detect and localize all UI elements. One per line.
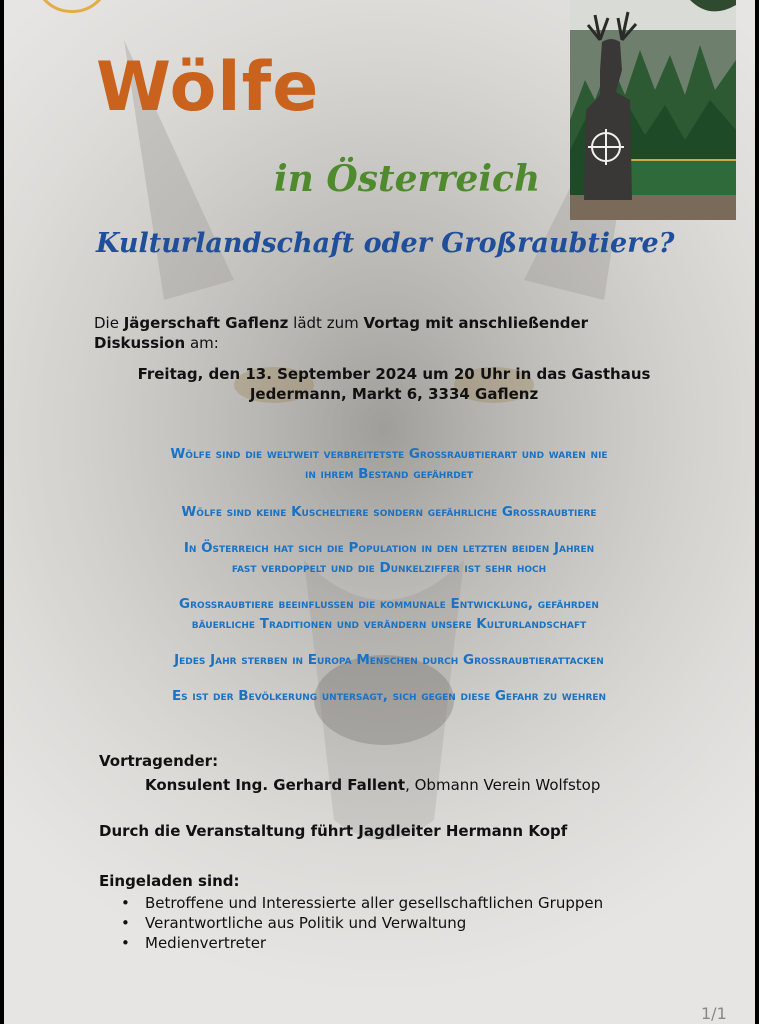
- fact-line: In Österreich hat sich die Population in den letzten beiden Jahren: [183, 540, 595, 556]
- event-type: Vortag mit anschließender Diskussion: [94, 314, 589, 352]
- intro-part2: lädt zum: [288, 314, 364, 332]
- fact-line: fast verdoppelt und die Dunkelziffer ist sehr hoch: [231, 560, 547, 576]
- bullet-icon: •: [121, 914, 130, 932]
- list-item-text: Betroffene und Interessierte aller gesellschaftlichen Gruppen: [145, 894, 604, 912]
- date-line-1: Freitag, den 13. September 2024 um 20 Uhr in das Gasthaus: [137, 365, 651, 383]
- intro-text: [94, 313, 654, 353]
- list-item: [121, 893, 603, 913]
- fact-line: Großraubtiere beeinflussen die kommunale Entwicklung, gefährden: [179, 596, 599, 612]
- bullet-icon: •: [121, 894, 130, 912]
- organizer-name: Jägerschaft Gaflenz: [123, 314, 289, 332]
- fact-item: [84, 686, 694, 706]
- fact-line: Es ist der Bevölkerung untersagt, sich gegen diese Gefahr zu wehren: [171, 688, 607, 704]
- speaker-name: Konsulent Ing. Gerhard Fallent: [145, 776, 406, 794]
- date-line-2: Jedermann, Markt 6, 3334 Gaflenz: [249, 385, 539, 403]
- deer-target-image: [570, 0, 736, 220]
- intro-part3: am:: [185, 334, 219, 352]
- fact-item: [84, 502, 694, 522]
- invited-list: [121, 893, 603, 953]
- intro-part1: Die: [94, 314, 124, 332]
- fact-line: Jedes Jahr sterben in Europa Menschen durch Großraubtierattacken: [174, 652, 604, 668]
- event-date-location: [104, 364, 684, 404]
- page-indicator: 1/1: [701, 1004, 727, 1023]
- fact-item: [84, 444, 694, 484]
- page-title: Wölfe: [96, 48, 320, 127]
- fact-line: Wölfe sind die weltweit verbreitetste Großraubtierart und waren nie: [170, 446, 608, 462]
- list-item: [121, 933, 603, 953]
- fact-item: [84, 650, 694, 670]
- bullet-icon: •: [121, 934, 130, 952]
- fact-line: bäuerliche Traditionen und verändern unsere Kulturlandschaft: [191, 616, 587, 632]
- fact-item: [84, 594, 694, 634]
- list-item: [121, 913, 603, 933]
- page-tagline: Kulturlandschaft oder Großraubtiere?: [96, 228, 675, 259]
- facts-list: [84, 444, 694, 722]
- invited-label: Eingeladen sind:: [99, 872, 240, 890]
- page-subtitle: in Österreich: [274, 158, 541, 200]
- speaker-label: Vortragender:: [99, 752, 219, 770]
- speaker-role: , Obmann Verein Wolfstop: [405, 776, 601, 794]
- moderator-line: Durch die Veranstaltung führt Jagdleiter Hermann Kopf: [99, 822, 568, 840]
- list-item-text: Verantwortliche aus Politik und Verwaltung: [145, 914, 467, 932]
- speaker-line: [145, 776, 600, 794]
- flyer-page: [4, 0, 755, 1024]
- fact-line: Wölfe sind keine Kuscheltiere sondern gefährliche Großraubtiere: [181, 504, 597, 520]
- fact-line: in ihrem Bestand gefährdet: [304, 466, 474, 482]
- list-item-text: Medienvertreter: [145, 934, 267, 952]
- fact-item: [84, 538, 694, 578]
